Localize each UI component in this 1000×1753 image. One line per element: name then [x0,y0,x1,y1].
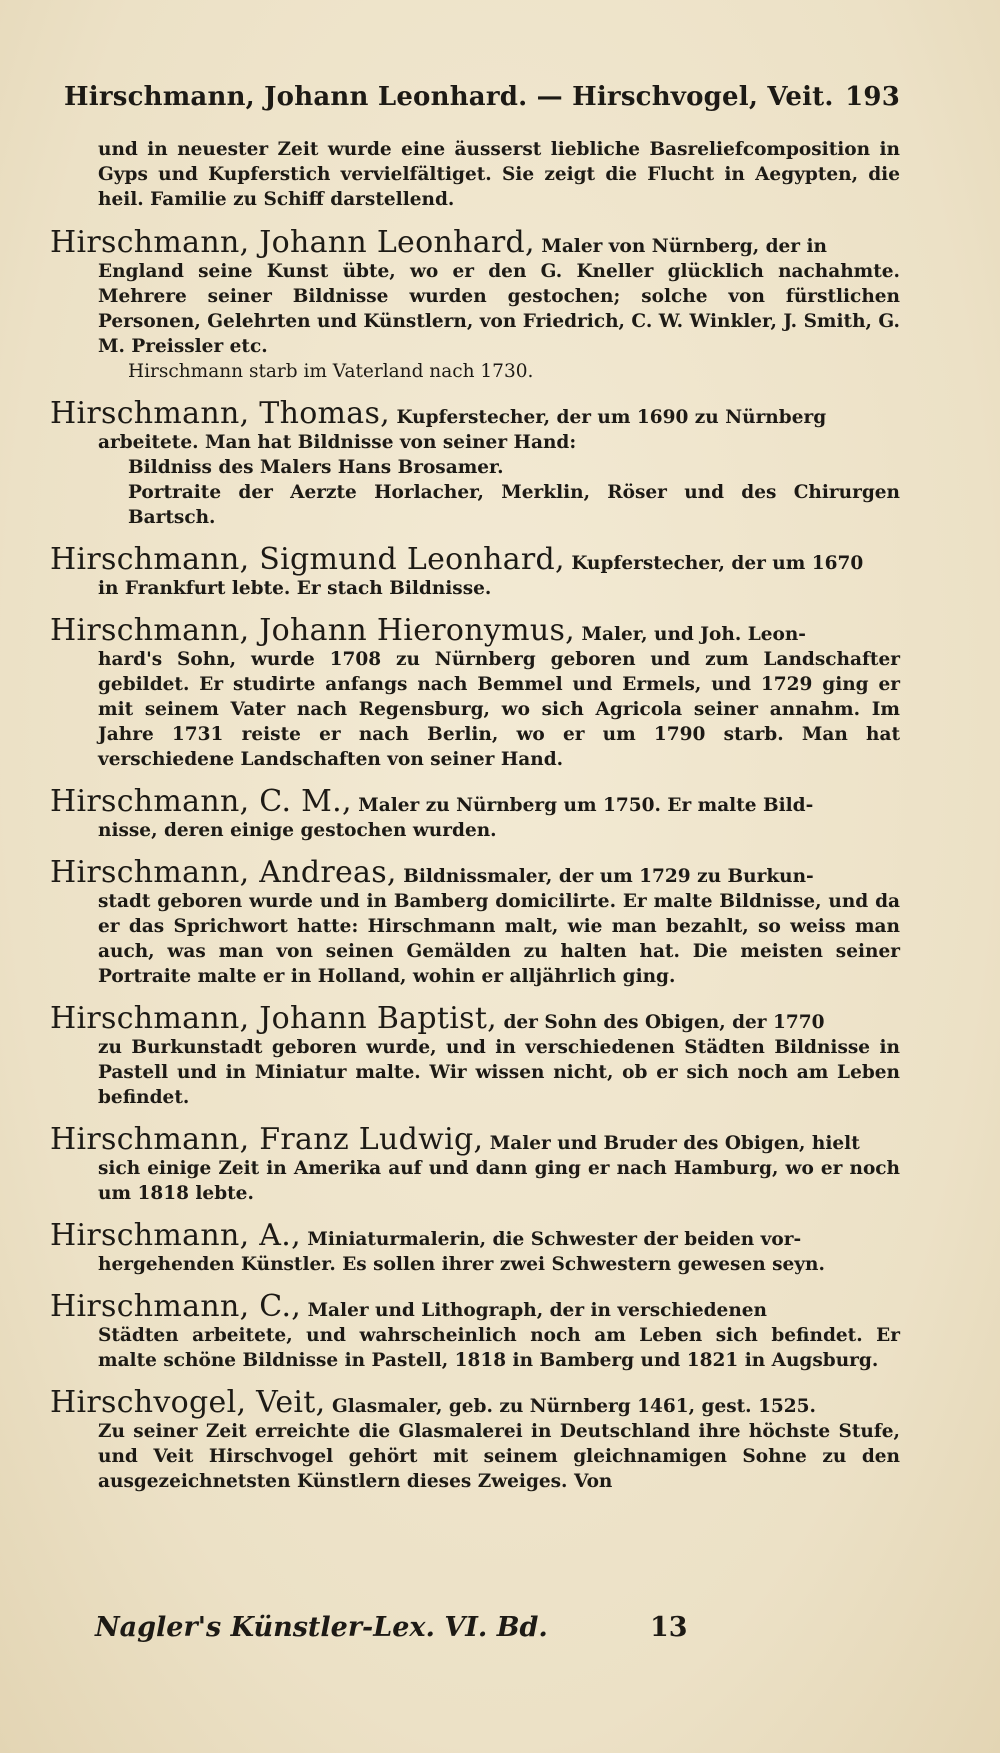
entry-body: sich einige Zeit in Amerika auf und dann ging er nach Hamburg, wo er noch um 1818 lebte. [98,1158,900,1204]
book-title: Nagler's Künstler-Lex. VI. Bd. [95,1612,548,1643]
entry-head-text: Bildnissmaler, der um 1729 zu Burkun- [403,866,814,887]
entry-c-m [50,784,900,843]
entry-head-text: Kupferstecher, der um 1690 zu Nürnberg [396,407,827,428]
entry-body: hergehenden Künstler. Es sollen ihrer zwei Schwestern gewesen seyn. [98,1254,825,1275]
entry-name: Hirschvogel, Veit, [50,1385,326,1420]
entry-name: Hirschmann, C., [50,1289,302,1324]
entry-franz-ludwig [50,1122,900,1206]
entry-c [50,1289,900,1373]
page-footer [95,1612,890,1643]
page-content [50,137,900,1511]
signature-mark: 13 [650,1612,688,1643]
entry-head-text: der Sohn des Obigen, der 1770 [503,1012,825,1033]
entry-name: Hirschmann, Johann Hieronymus, [50,613,576,648]
entry-thomas [50,396,900,530]
entry-johann-baptist [50,1001,900,1110]
entry-body: in Frankfurt lebte. Er stach Bildnisse. [98,578,492,599]
entry-hirschvogel-veit [50,1385,900,1494]
entry-head [50,1289,900,1324]
entry-head [50,613,900,648]
entry-body: hard's Sohn, wurde 1708 zu Nürnberg geboren und zum Landschafter gebildet. Er studirte anfangs nach Bemmel und Ermels, und 1729 ging er mit seinem Vater nach Regensburg, wo sich Agricola seiner annahm. Im Jahre 1731 reiste er nach Berlin, wo er um 1790 starb. Man hat verschiedene Landschaften von seiner Hand. [98,649,900,770]
entry-name: Hirschmann, C. M., [50,784,352,819]
entry-head [50,855,900,890]
entry-head-text: Maler und Bruder des Obigen, hielt [489,1133,860,1154]
entry-head [50,1218,900,1253]
entry-head [50,542,900,577]
entry-head-text: Maler zu Nürnberg um 1750. Er malte Bild- [358,795,814,816]
entry-head-text: Miniaturmalerin, die Schwester der beiden vor- [307,1229,802,1250]
entry-head [50,396,900,431]
work-item: Bildniss des Malers Hans Brosamer. [128,457,504,478]
entry-note: Hirschmann starb im Vaterland nach 1730. [128,361,534,382]
page-number: 193 [845,82,900,112]
entry-head [50,225,900,260]
entry-name: Hirschmann, Johann Leonhard, [50,225,535,260]
entry-body: stadt geboren wurde und in Bamberg domicilirte. Er malte Bildnisse, und da er das Sprichwort hatte: Hirschmann malt, wie man bezahlt, so weiss man auch, was man von seinen Gemälden zu halten hat. Die meisten seiner Portraite malte er in Holland, wohin er alljährlich ging. [98,891,900,987]
entry-name: Hirschmann, Andreas, [50,855,397,890]
entry-name: Hirschmann, Sigmund Leonhard, [50,542,565,577]
entry-head [50,784,900,819]
entry-name: Hirschmann, Johann Baptist, [50,1001,498,1036]
entry-name: Hirschmann, Thomas, [50,396,391,431]
entry-name: Hirschmann, A., [50,1218,301,1253]
entry-head-text: Glasmaler, geb. zu Nürnberg 1461, gest. 1525. [331,1396,816,1417]
entry-head [50,1122,900,1157]
entry-body-text: arbeitete. Man hat Bildnisse von seiner Hand: [98,432,577,453]
entry-body [98,430,900,530]
entry-sigmund-leonhard [50,542,900,601]
entry-body-text: England seine Kunst übte, wo er den G. Kneller glücklich nachahmte. Mehrere seiner Bildnisse wurden gestochen; solche von fürstlichen Personen, Gelehrten und Künstlern, von Friedrich, C. W. Winkler, J. Smith, G. M. Preissler etc. [98,261,900,357]
running-header [64,82,900,112]
entry-body [98,259,900,384]
work-item: Portraite der Aerzte Horlacher, Merklin, Röser und des Chirurgen Bartsch. [128,482,900,528]
entry-body: zu Burkunstadt geboren wurde, und in verschiedenen Städten Bildnisse in Pastell und in Miniatur malte. Wir wissen nicht, ob er sich noch am Leben befindet. [98,1037,900,1108]
entry-body: Zu seiner Zeit erreichte die Glasmalerei in Deutschland ihre höchste Stufe, und Veit Hirschvogel gehört mit seinem gleichnamigen Sohne zu den ausgezeichnetsten Künstlern dieses Zweiges. Von [98,1421,900,1492]
entry-johann-leonhard [50,225,900,384]
entry-head-text: Maler von Nürnberg, der in [541,236,827,257]
running-title: Hirschmann, Johann Leonhard. — Hirschvogel, Veit. [64,82,834,112]
entry-head [50,1001,900,1036]
entry-name: Hirschmann, Franz Ludwig, [50,1122,484,1157]
entry-johann-hieronymus [50,613,900,772]
continuation-paragraph: und in neuester Zeit wurde eine äusserst liebliche Basreliefcomposition in Gyps und Kupferstich vervielfältiget. Sie zeigt die Flucht in Aegypten, die heil. Familie zu Schiff darstellend. [98,139,900,210]
entry-head [50,1385,900,1420]
entry-a [50,1218,900,1277]
entry-head-text: Kupferstecher, der um 1670 [571,553,864,574]
entry-head-text: Maler und Lithograph, der in verschiedenen [307,1300,767,1321]
entry-head-text: Maler, und Joh. Leon- [581,624,806,645]
entry-body: Städten arbeitete, und wahrscheinlich noch am Leben sich befindet. Er malte schöne Bildnisse in Pastell, 1818 in Bamberg und 1821 in Augsburg. [98,1325,900,1371]
entry-body: nisse, deren einige gestochen wurden. [98,820,497,841]
entry-andreas [50,855,900,989]
